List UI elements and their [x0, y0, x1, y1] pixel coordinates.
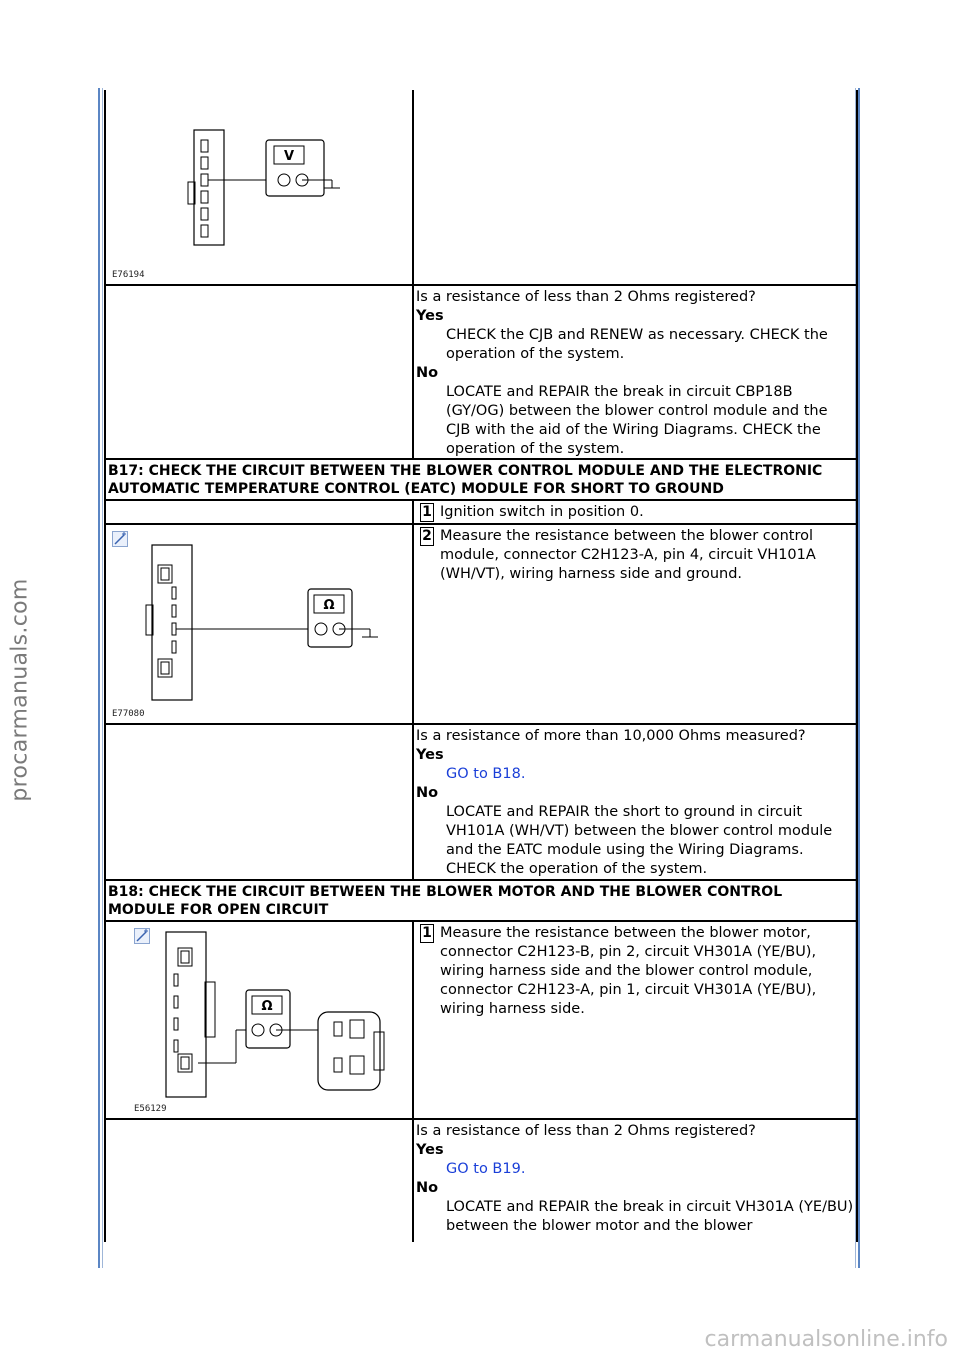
b17-step-1	[414, 501, 856, 522]
figure-id: E56129	[134, 1104, 167, 1114]
question: Is a resistance of more than 10,000 Ohms measured?	[416, 728, 806, 744]
result-cell-b17	[414, 725, 856, 879]
b17-step-row-1	[106, 501, 856, 525]
right-margin-rule	[858, 88, 860, 1268]
meter-symbol: Ω	[261, 999, 273, 1014]
b17-step-row-2	[106, 525, 856, 725]
figure-cell	[106, 525, 414, 723]
go-to-b18-link[interactable]: GO to B18.	[446, 766, 526, 782]
b18-step-row-1	[106, 922, 856, 1120]
step-number: 1	[420, 503, 434, 522]
open-circuit-diagram	[106, 922, 412, 1118]
no-label: No	[416, 1180, 439, 1196]
left-margin-rule-inner	[102, 88, 103, 1268]
zoom-icon[interactable]	[112, 531, 128, 547]
result-row-b17	[106, 725, 856, 881]
figure-cell	[106, 90, 414, 284]
no-label: No	[416, 365, 439, 381]
figure-id: E76194	[112, 270, 145, 280]
voltmeter-diagram	[106, 90, 412, 284]
yes-text: CHECK the CJB and RENEW as necessary. CHECK the operation of the system.	[446, 327, 828, 362]
yes-label: Yes	[416, 747, 444, 763]
no-text: LOCATE and REPAIR the break in circuit CBP18B (GY/OG) between the blower control module and the CJB with the aid of the Wiring Diagrams. CHECK the operation of the system.	[446, 384, 828, 457]
procedure-table	[104, 90, 858, 1242]
b18-step-1	[414, 922, 856, 1019]
section-title-b18: B18: CHECK THE CIRCUIT BETWEEN THE BLOWER MOTOR AND THE BLOWER CONTROL MODULE FOR OPEN CIRCUIT	[106, 881, 856, 922]
step-number: 2	[420, 527, 434, 546]
step-text: Measure the resistance between the blower control module, connector C2H123-A, pin 4, circuit VH101A (WH/VT), wiring harness side and ground.	[440, 528, 816, 582]
no-label: No	[416, 785, 439, 801]
zoom-icon[interactable]	[134, 928, 150, 944]
meter-symbol: V	[283, 149, 295, 164]
go-to-b19-link[interactable]: GO to B19.	[446, 1161, 526, 1177]
yes-label: Yes	[416, 308, 444, 324]
side-watermark: procarmanuals.com	[7, 578, 33, 802]
figure-cell	[106, 922, 414, 1118]
meter-symbol: Ω	[323, 598, 335, 613]
step-text: Ignition switch in position 0.	[440, 504, 644, 520]
left-margin-rule	[98, 88, 100, 1268]
result-row-b18	[106, 1120, 856, 1242]
result-cell-b18	[414, 1120, 856, 1242]
no-text: LOCATE and REPAIR the short to ground in circuit VH101A (WH/VT) between the blower control module and the EATC module using the Wiring Diagrams. CHECK the operation of the system.	[446, 804, 833, 877]
question: Is a resistance of less than 2 Ohms registered?	[416, 289, 756, 305]
step-number: 1	[420, 924, 434, 943]
section-title-b17: B17: CHECK THE CIRCUIT BETWEEN THE BLOWER CONTROL MODULE AND THE ELECTRONIC AUTOMATIC TEMPERATURE CONTROL (EATC) MODULE FOR SHORT TO GROUND	[106, 460, 856, 501]
figure-id: E77080	[112, 709, 145, 719]
ohmmeter-diagram	[106, 525, 412, 723]
figure-row-voltage	[106, 90, 856, 286]
result-row-a	[106, 286, 856, 460]
bottom-watermark: carmanualsonline.info	[704, 1327, 948, 1352]
no-text: LOCATE and REPAIR the break in circuit VH301A (YE/BU) between the blower motor and the blower	[446, 1199, 854, 1234]
step-text: Measure the resistance between the blower motor, connector C2H123-B, pin 2, circuit VH301A (YE/BU), wiring harness side and the blower control module, connector C2H123-A, pin 1, circuit VH301A (YE/BU), wiring harness side.	[440, 925, 817, 1017]
result-cell-a	[414, 286, 856, 458]
yes-label: Yes	[416, 1142, 444, 1158]
question: Is a resistance of less than 2 Ohms registered?	[416, 1123, 756, 1139]
b17-step-2	[414, 525, 856, 584]
